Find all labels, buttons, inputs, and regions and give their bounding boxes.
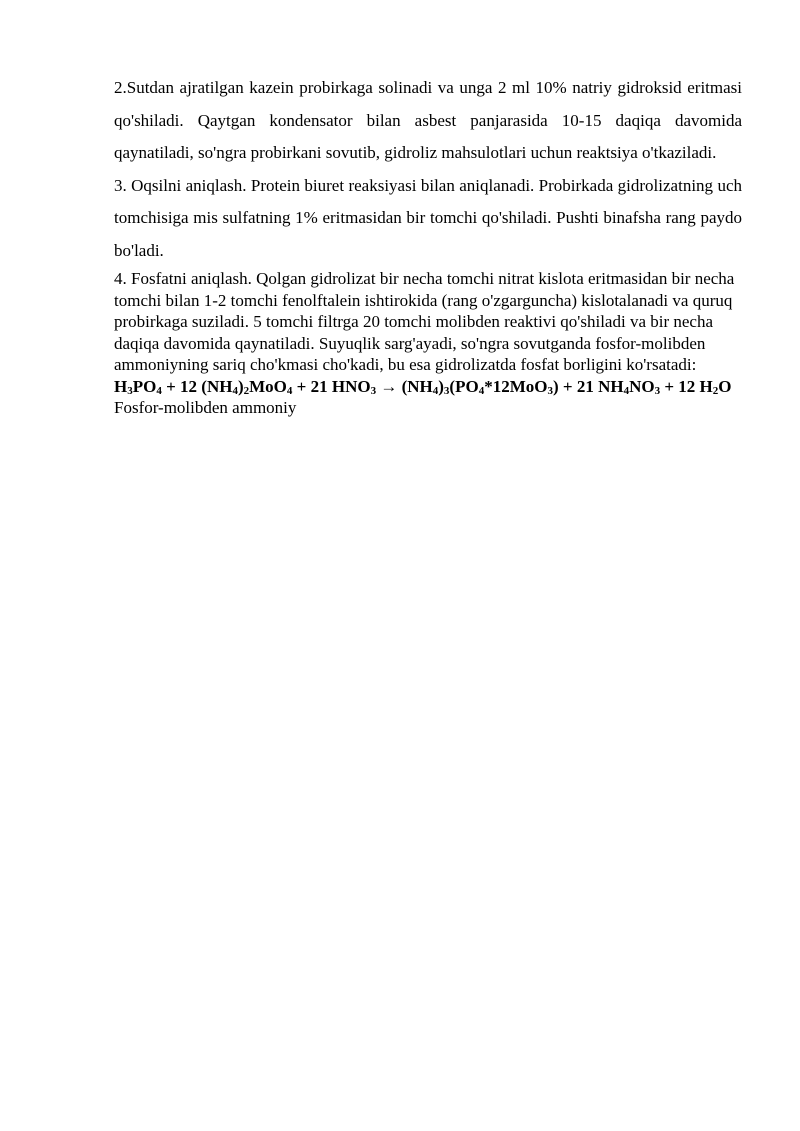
paragraph-phosphate-detection bbox=[114, 268, 742, 419]
paragraph-casein-hydrolysis: 2.Sutdan ajratilgan kazein probirkaga solinadi va unga 2 ml 10% natriy gidroksid eritmasi qo'shiladi. Qaytgan kondensator bilan asbest panjarasida 10-15 daqiqa davomida qaynatiladi, so'ngra probirkani sovutib, gidroliz mahsulotlari uchun reaktsiya o'tkaziladi. bbox=[114, 78, 742, 162]
equation-subscript: 3 bbox=[654, 384, 661, 397]
equation-term: + 12 (NH bbox=[161, 376, 233, 396]
equation-formula bbox=[114, 377, 732, 396]
equation-subscript: 2 bbox=[243, 384, 250, 397]
equation-term: NO bbox=[629, 376, 655, 396]
equation-subscript: 4 bbox=[432, 384, 439, 397]
equation-term: PO bbox=[132, 376, 157, 396]
equation-subscript: 3 bbox=[547, 384, 553, 397]
equation-caption: Fosfor-molibden ammoniy bbox=[114, 398, 297, 417]
equation-term: ) + 21 NH bbox=[552, 376, 624, 396]
equation-subscript: 3 bbox=[370, 384, 377, 397]
equation-term: → (NH bbox=[376, 376, 433, 396]
equation-term: MoO bbox=[249, 376, 287, 396]
equation-subscript: 4 bbox=[478, 384, 485, 397]
phosphate-text: 4. Fosfatni aniqlash. Qolgan gidrolizat bir necha tomchi nitrat kislota eritmasidan bir necha tomchi bilan 1-2 tomchi fenolftalein ishtirokida (rang o'zgarguncha) kislotalanadi va quruq probirkaga suziladi. 5 tomchi filtrga 20 tomchi molibden reaktivi qo'shiladi va bir necha daqiqa davomida qaynatiladi. Suyuqlik sarg'ayadi, so'ngra sovutganda fosfor-molibden ammoniyning sariq cho'kmasi cho'kadi, bu esa gidrolizatda fosfat borligini ko'rsatadi: bbox=[114, 269, 735, 374]
equation-term: ) bbox=[237, 376, 244, 396]
paragraph-protein-detection: 3. Oqsilni aniqlash. Protein biuret reaksiyasi bilan aniqlanadi. Probirkada gidrolizatning uch tomchisiga mis sulfatning 1% eritmasidan bir tomchi qo'shiladi. Pushti binafsha rang paydo bo'ladi. bbox=[114, 175, 742, 260]
equation-subscript: 3 bbox=[127, 384, 133, 397]
equation-subscript: 3 bbox=[443, 384, 450, 397]
equation-subscript: 2 bbox=[712, 384, 719, 397]
equation-subscript: 4 bbox=[156, 384, 162, 397]
equation-term: + 21 HNO bbox=[292, 376, 371, 396]
equation-term: (PO bbox=[449, 376, 479, 396]
equation-subscript: 4 bbox=[623, 384, 630, 397]
equation-subscript: 4 bbox=[286, 384, 293, 397]
chemical-equation bbox=[114, 377, 732, 396]
equation-term: H bbox=[114, 376, 128, 396]
equation-term: O bbox=[718, 376, 732, 396]
equation-term: + 12 H bbox=[660, 376, 713, 396]
equation-subscript: 4 bbox=[232, 384, 238, 397]
equation-term: *12MoO bbox=[484, 376, 548, 396]
equation-term: ) bbox=[438, 376, 444, 396]
document-page bbox=[114, 72, 742, 419]
